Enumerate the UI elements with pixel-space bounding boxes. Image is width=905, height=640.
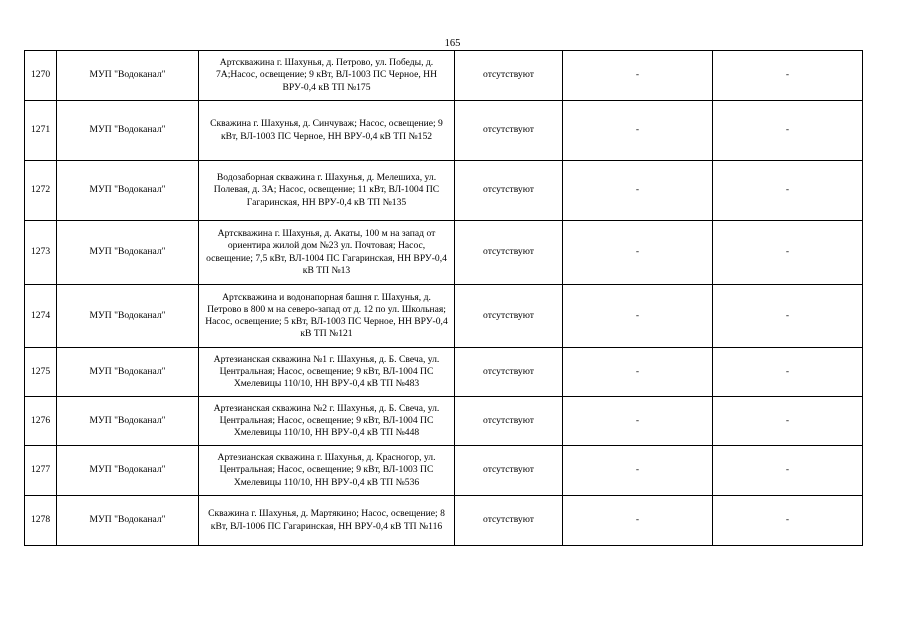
table-row <box>25 51 863 101</box>
object-description-cell: Артезианская скважина №1 г. Шахунья, д. Б. Свеча, ул. Центральная; Насос, освещение; 9 кВт, ВЛ-1004 ПС Хмелевицы 110/10, НН ВРУ-0,4 кВ ТП №483 <box>199 348 455 397</box>
organization-cell: МУП "Водоканал" <box>57 221 199 285</box>
table-row <box>25 496 863 546</box>
column-5-cell: - <box>563 221 713 285</box>
object-description-cell: Водозаборная скважина г. Шахунья, д. Мелешиха, ул. Полевая, д. 3А; Насос, освещение; 11 кВт, ВЛ-1004 ПС Гагаринская, НН ВРУ-0,4 кВ ТП №135 <box>199 161 455 221</box>
organization-cell: МУП "Водоканал" <box>57 161 199 221</box>
table-row <box>25 221 863 285</box>
table-row <box>25 446 863 496</box>
object-description-cell: Скважина г. Шахунья, д. Мартякино; Насос, освещение; 8 кВт, ВЛ-1006 ПС Гагаринская, НН ВРУ-0,4 кВ ТП №116 <box>199 496 455 546</box>
row-number: 1274 <box>25 285 57 348</box>
table-row <box>25 101 863 161</box>
column-5-cell: - <box>563 446 713 496</box>
column-5-cell: - <box>563 161 713 221</box>
column-6-cell: - <box>713 285 863 348</box>
status-cell: отсутствуют <box>455 161 563 221</box>
column-6-cell: - <box>713 161 863 221</box>
row-number: 1270 <box>25 51 57 101</box>
column-5-cell: - <box>563 496 713 546</box>
status-cell: отсутствуют <box>455 397 563 446</box>
row-number: 1278 <box>25 496 57 546</box>
object-description-cell: Артскважина г. Шахунья, д. Петрово, ул. Победы, д. 7А;Насос, освещение; 9 кВт, ВЛ-1003 ПС Черное, НН ВРУ-0,4 кВ ТП №175 <box>199 51 455 101</box>
column-6-cell: - <box>713 51 863 101</box>
object-description-cell: Скважина г. Шахунья, д. Синчуваж; Насос, освещение; 9 кВт, ВЛ-1003 ПС Черное, НН ВРУ-0,4 кВ ТП №152 <box>199 101 455 161</box>
column-6-cell: - <box>713 101 863 161</box>
row-number: 1273 <box>25 221 57 285</box>
column-5-cell: - <box>563 101 713 161</box>
object-description-cell: Артскважина г. Шахунья, д. Акаты, 100 м на запад от ориентира жилой дом №23 ул. Почтовая; Насос, освещение; 7,5 кВт, ВЛ-1004 ПС Гагаринская, НН ВРУ-0,4 кВ ТП №13 <box>199 221 455 285</box>
organization-cell: МУП "Водоканал" <box>57 51 199 101</box>
registry-table <box>24 50 863 546</box>
status-cell: отсутствуют <box>455 51 563 101</box>
row-number: 1275 <box>25 348 57 397</box>
row-number: 1272 <box>25 161 57 221</box>
column-6-cell: - <box>713 348 863 397</box>
column-5-cell: - <box>563 397 713 446</box>
page-number: 165 <box>444 38 461 49</box>
row-number: 1271 <box>25 101 57 161</box>
row-number: 1276 <box>25 397 57 446</box>
column-5-cell: - <box>563 348 713 397</box>
status-cell: отсутствуют <box>455 348 563 397</box>
row-number: 1277 <box>25 446 57 496</box>
organization-cell: МУП "Водоканал" <box>57 348 199 397</box>
table-row <box>25 348 863 397</box>
object-description-cell: Артезианская скважина №2 г. Шахунья, д. Б. Свеча, ул. Центральная; Насос, освещение; 9 кВт, ВЛ-1004 ПС Хмелевицы 110/10, НН ВРУ-0,4 кВ ТП №448 <box>199 397 455 446</box>
column-6-cell: - <box>713 496 863 546</box>
object-description-cell: Артскважина и водонапорная башня г. Шахунья, д. Петрово в 800 м на северо-запад от д. 12 по ул. Школьная; Насос, освещение; 5 кВт, ВЛ-1003 ПС Черное, НН ВРУ-0,4 кВ ТП №121 <box>199 285 455 348</box>
organization-cell: МУП "Водоканал" <box>57 397 199 446</box>
column-6-cell: - <box>713 397 863 446</box>
column-6-cell: - <box>713 446 863 496</box>
organization-cell: МУП "Водоканал" <box>57 101 199 161</box>
column-5-cell: - <box>563 51 713 101</box>
status-cell: отсутствуют <box>455 285 563 348</box>
organization-cell: МУП "Водоканал" <box>57 285 199 348</box>
object-description-cell: Артезианская скважина г. Шахунья, д. Красногор, ул. Центральная; Насос, освещение; 9 кВт, ВЛ-1003 ПС Хмелевицы 110/10, НН ВРУ-0,4 кВ ТП №536 <box>199 446 455 496</box>
table-row <box>25 397 863 446</box>
column-5-cell: - <box>563 285 713 348</box>
organization-cell: МУП "Водоканал" <box>57 446 199 496</box>
organization-cell: МУП "Водоканал" <box>57 496 199 546</box>
table-row <box>25 161 863 221</box>
column-6-cell: - <box>713 221 863 285</box>
status-cell: отсутствуют <box>455 221 563 285</box>
status-cell: отсутствуют <box>455 446 563 496</box>
status-cell: отсутствуют <box>455 496 563 546</box>
status-cell: отсутствуют <box>455 101 563 161</box>
table-row <box>25 285 863 348</box>
